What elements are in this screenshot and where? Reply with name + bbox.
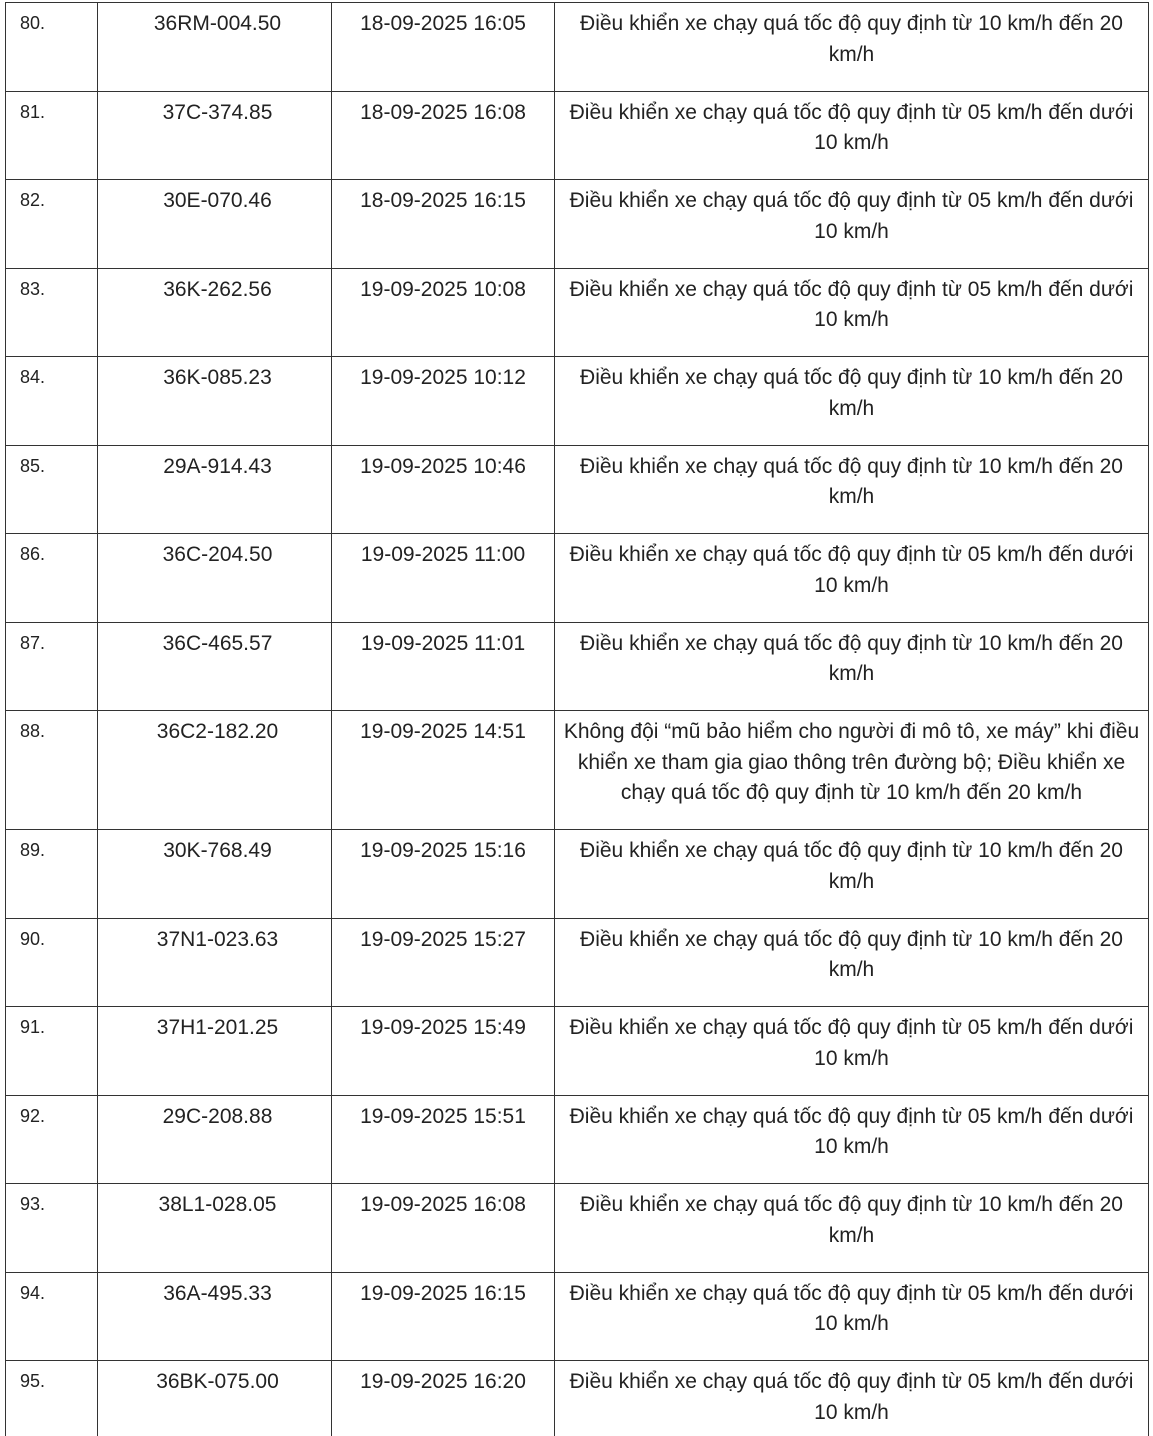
license-plate: 36A-495.33 [98,1273,332,1362]
violation-description: Điều khiển xe chạy quá tốc độ quy định từ 10 km/h đến 20 km/h [555,830,1149,919]
row-number: 91. [6,1007,98,1096]
violation-time: 18-09-2025 16:05 [332,3,555,92]
table-row [6,534,1149,623]
violations-table [5,2,1149,1436]
row-number: 93. [6,1184,98,1273]
table-row [6,357,1149,446]
row-number: 94. [6,1273,98,1362]
violation-time: 19-09-2025 10:46 [332,446,555,535]
violation-description: Điều khiển xe chạy quá tốc độ quy định từ 05 km/h đến dưới 10 km/h [555,92,1149,181]
violation-description: Điều khiển xe chạy quá tốc độ quy định từ 10 km/h đến 20 km/h [555,357,1149,446]
violation-time: 18-09-2025 16:08 [332,92,555,181]
license-plate: 29A-914.43 [98,446,332,535]
violation-description: Điều khiển xe chạy quá tốc độ quy định từ 10 km/h đến 20 km/h [555,3,1149,92]
violation-time: 19-09-2025 16:20 [332,1361,555,1436]
violation-time: 19-09-2025 15:49 [332,1007,555,1096]
table-row [6,92,1149,181]
violation-time: 19-09-2025 11:00 [332,534,555,623]
violation-time: 18-09-2025 16:15 [332,180,555,269]
violation-time: 19-09-2025 15:51 [332,1096,555,1185]
license-plate: 36K-262.56 [98,269,332,358]
violation-time: 19-09-2025 15:27 [332,919,555,1008]
row-number: 92. [6,1096,98,1185]
license-plate: 37C-374.85 [98,92,332,181]
violation-time: 19-09-2025 15:16 [332,830,555,919]
row-number: 88. [6,711,98,830]
violation-description: Điều khiển xe chạy quá tốc độ quy định từ 05 km/h đến dưới 10 km/h [555,269,1149,358]
table-row [6,711,1149,830]
license-plate: 30E-070.46 [98,180,332,269]
violation-description: Điều khiển xe chạy quá tốc độ quy định từ 05 km/h đến dưới 10 km/h [555,180,1149,269]
violation-description: Điều khiển xe chạy quá tốc độ quy định từ 05 km/h đến dưới 10 km/h [555,1273,1149,1362]
row-number: 85. [6,446,98,535]
table-row [6,3,1149,92]
table-row [6,830,1149,919]
license-plate: 36BK-075.00 [98,1361,332,1436]
table-row [6,446,1149,535]
license-plate: 36K-085.23 [98,357,332,446]
violation-description: Điều khiển xe chạy quá tốc độ quy định từ 10 km/h đến 20 km/h [555,446,1149,535]
license-plate: 36RM-004.50 [98,3,332,92]
license-plate: 37H1-201.25 [98,1007,332,1096]
violation-description: Không đội “mũ bảo hiểm cho người đi mô tô, xe máy” khi điều khiển xe tham gia giao thông trên đường bộ; Điều khiển xe chạy quá tốc độ quy định từ 10 km/h đến 20 km/h [555,711,1149,830]
row-number: 81. [6,92,98,181]
row-number: 89. [6,830,98,919]
table-row [6,623,1149,712]
violation-description: Điều khiển xe chạy quá tốc độ quy định từ 05 km/h đến dưới 10 km/h [555,534,1149,623]
table-row [6,1184,1149,1273]
violation-description: Điều khiển xe chạy quá tốc độ quy định từ 05 km/h đến dưới 10 km/h [555,1096,1149,1185]
table-row [6,1007,1149,1096]
violation-description: Điều khiển xe chạy quá tốc độ quy định từ 10 km/h đến 20 km/h [555,1184,1149,1273]
license-plate: 30K-768.49 [98,830,332,919]
table-row [6,269,1149,358]
row-number: 87. [6,623,98,712]
violation-time: 19-09-2025 11:01 [332,623,555,712]
row-number: 90. [6,919,98,1008]
license-plate: 29C-208.88 [98,1096,332,1185]
row-number: 95. [6,1361,98,1436]
table-row [6,180,1149,269]
table-row [6,1096,1149,1185]
row-number: 80. [6,3,98,92]
table-row [6,1273,1149,1362]
row-number: 82. [6,180,98,269]
license-plate: 36C-204.50 [98,534,332,623]
violation-description: Điều khiển xe chạy quá tốc độ quy định từ 05 km/h đến dưới 10 km/h [555,1361,1149,1436]
row-number: 83. [6,269,98,358]
violation-description: Điều khiển xe chạy quá tốc độ quy định từ 05 km/h đến dưới 10 km/h [555,1007,1149,1096]
violation-time: 19-09-2025 16:08 [332,1184,555,1273]
violation-description: Điều khiển xe chạy quá tốc độ quy định từ 10 km/h đến 20 km/h [555,919,1149,1008]
row-number: 84. [6,357,98,446]
violation-time: 19-09-2025 10:12 [332,357,555,446]
row-number: 86. [6,534,98,623]
license-plate: 37N1-023.63 [98,919,332,1008]
license-plate: 36C2-182.20 [98,711,332,830]
violation-description: Điều khiển xe chạy quá tốc độ quy định từ 10 km/h đến 20 km/h [555,623,1149,712]
license-plate: 38L1-028.05 [98,1184,332,1273]
table-row [6,1361,1149,1436]
violation-time: 19-09-2025 10:08 [332,269,555,358]
violation-time: 19-09-2025 16:15 [332,1273,555,1362]
license-plate: 36C-465.57 [98,623,332,712]
violation-time: 19-09-2025 14:51 [332,711,555,830]
table-row [6,919,1149,1008]
